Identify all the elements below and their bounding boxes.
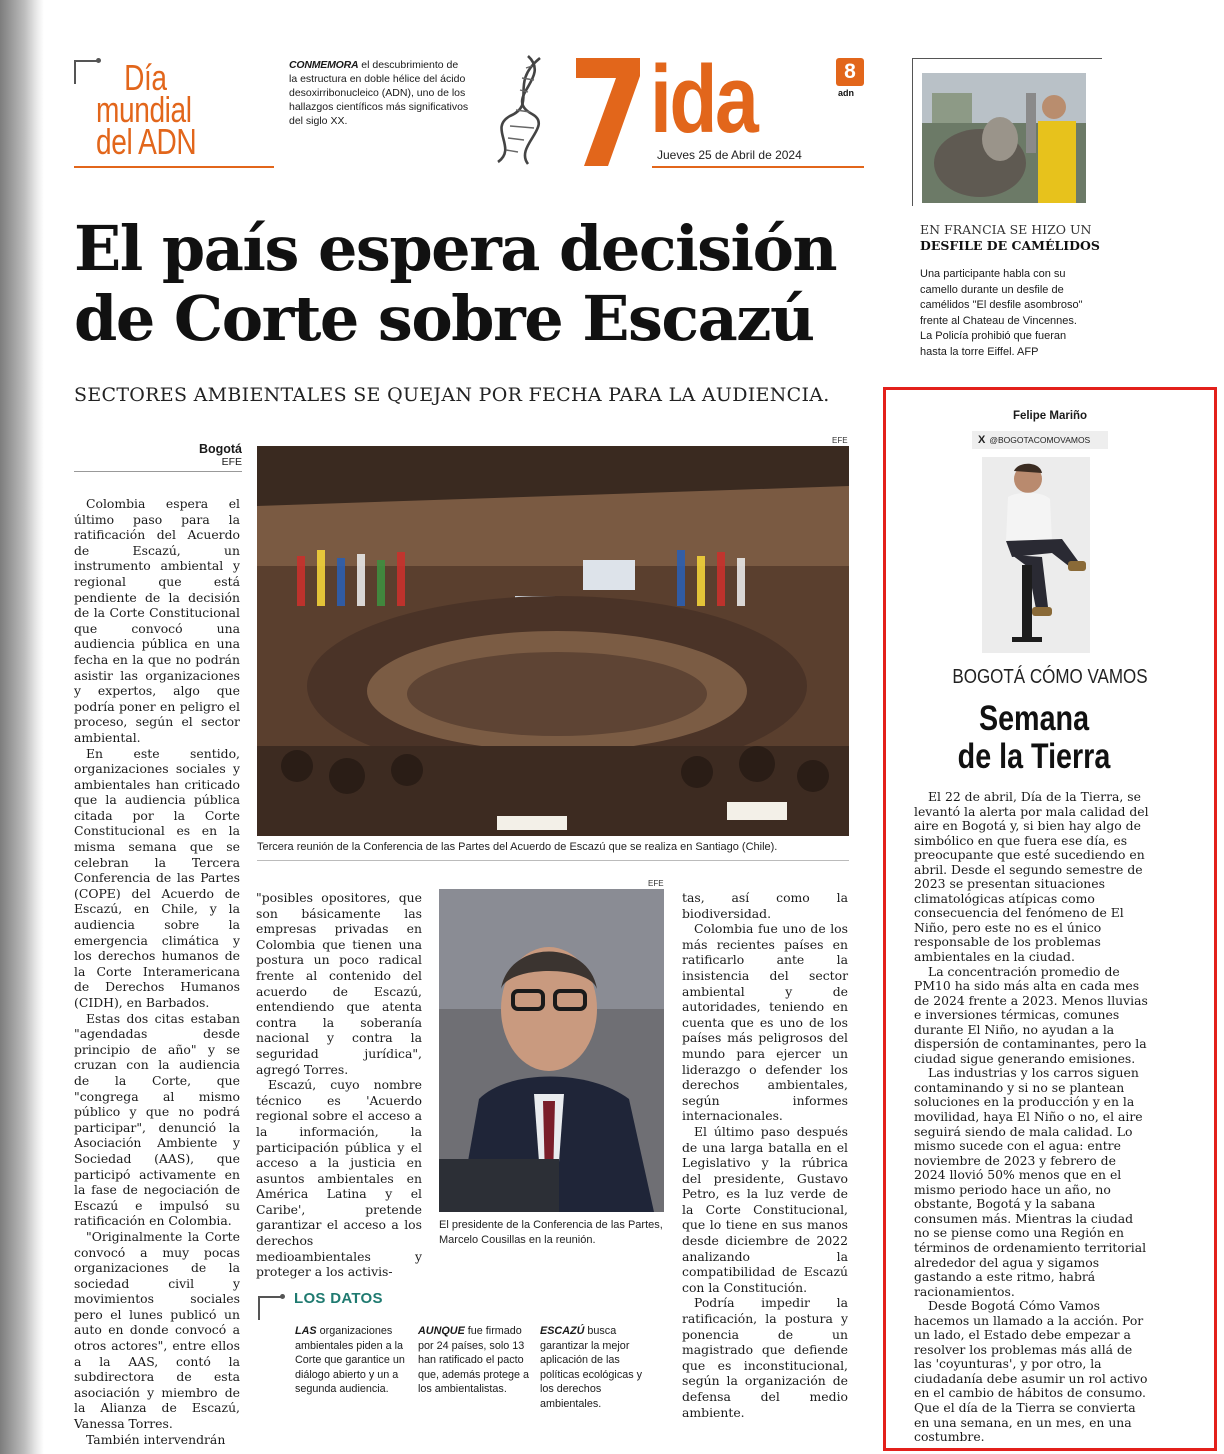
dna-helix-icon	[488, 54, 558, 166]
col3-paragraph: tas, así como la biodiversidad.	[682, 890, 848, 921]
col1-paragraph: En este sentido, organizaciones sociales y ambientales han criticado que la audiencia pública citada por la Corte Constitucional es en la misma semana que se celebran la Tercera Conferencia de las Partes (COPE) del Acuerdo de Escazú, en Chile, y la audiencia sobre la emergencia climática y los derechos humanos de la Corte Interamericana de Derechos Humanos (CIDH), en Barbados.	[74, 745, 240, 1010]
opinion-author: Felipe Mariño	[1012, 410, 1088, 422]
dato-item	[418, 1324, 530, 1397]
opinion-handle	[972, 431, 1108, 449]
article-column-2	[256, 890, 422, 1280]
opinion-handle-text: @BOGOTACOMOVAMOS	[989, 435, 1091, 445]
dato-text: fue firmado por 24 países, solo 13 han ratificado el pacto que, además protege a los ambientalistas.	[418, 1325, 530, 1396]
adn-day-line-1: Día	[124, 57, 167, 98]
article-kicker: SECTORES AMBIENTALES SE QUEJAN POR FECHA PARA LA AUDIENCIA.	[74, 384, 830, 406]
opinion-paragraph: Desde Bogotá Cómo Vamos hacemos un llamado a la acción. Por un lado, el Estado debe empezar a resolver los problemas más allá de las 'coyunturas', y por otro, la ciudadanía debe asumir un rol activo en el cambio de hábitos de consumo. Que el día de la Tierra se convierta en una semana, en un mes, en una costumbre.	[914, 1298, 1148, 1445]
col3-paragraph: El último paso después de una larga batalla en el Legislativo y la rúbrica del presidente, Gustavo Petro, es la luz verde de la Corte Constitucional, que lo tiene en sus manos desde diciembre de 2022 analizando la compatibilidad de Escazú con la Constitución.	[682, 1123, 848, 1295]
brief-text: Una participante habla con su camello durante un desfile de camélidos "El desfile asombroso" frente al Chateau de Vincennes. La Policía prohibió que fueran hasta la torre Eiffel. AFP	[920, 268, 1083, 358]
brief-heading	[920, 222, 1110, 254]
issue-date: Jueves 25 de Abril de 2024	[657, 148, 802, 162]
opinion-paragraph: La concentración promedio de PM10 ha sido más alta en cada mes de 2024 frente a 2023. Menos lluvias e inversiones térmicas, comunes durante El Niño, no ayudan a la dispersión de contaminantes, pero la ciudad sigue generando emisiones.	[914, 963, 1148, 1066]
col3-paragraph: Colombia fue uno de los más recientes países en ratificarlo ante la insistencia del sector ambiental y de autoridades, teniendo en cuenta que es uno de los países más peligrosos del mundo para ejercer un liderazgo o defender los derechos ambientales, según informes internacionales.	[682, 921, 848, 1124]
page-number: 8	[836, 58, 864, 86]
adn-intro	[289, 58, 469, 128]
opinion-body	[914, 790, 1150, 1445]
dato-lead: ESCAZÚ	[540, 1325, 585, 1337]
opinion-paragraph: El 22 de abril, Día de la Tierra, se levantó la alerta por mala calidad del aire en Bogotá y, si bien hay algo de simbólico en que fuera ese día, es preocupante que esté sucediendo en abril. Desde el segundo semestre de 2023 se presentan situaciones climatológicas atípicas como consecuencia del fenómeno de El Niño, pero este no es el único responsable de los problemas ambientales en la ciudad.	[914, 789, 1149, 965]
opinion-paragraph: Las industrias y los carros siguen contaminando y si no se plantean soluciones en la producción y en la movilidad, haya El Niño o no, el aire seguirá siendo de mala calidad. Lo mismo sucede con el agua: entre noviembre de 2023 y febrero de 2024 llovió 50% menos que en el mismo periodo hace un año, no obstante, Bogotá y la sabana consumen más. Mientras la ciudad no se piense como una Región en términos de ordenamiento territorial alrededor del agua y sigamos gastando a este ritmo, habrá racionamientos.	[914, 1065, 1147, 1299]
col2-paragraph: "posibles opositores, que son básicamente las empresas privadas en Colombia que tienen una postura un poco radical frente al contenido del acuerdo de Escazú, entendiendo que atenta contra la soberanía nacional y contra la seguridad jurídica", agregó Torres.	[256, 890, 422, 1077]
main-photo-caption: Tercera reunión de la Conferencia de las Partes del Acuerdo de Escazú que se realiza en Santiago (Chile).	[257, 841, 778, 853]
adn-day-line-3: del ADN	[96, 121, 197, 162]
dato-item	[540, 1324, 652, 1412]
dato-text: organizaciones ambientales piden a la Corte que garantice un diálogo abierto y un a segunda audiencia.	[295, 1325, 405, 1396]
masthead-rule	[652, 166, 864, 168]
datos-title: LOS DATOS	[294, 1290, 383, 1307]
col1-paragraph: Colombia espera el último paso para la ratificación del Acuerdo de Escazú, un instrumento ambiental y regional que está pendiente de la decisión de la Corte Constitucional que convocó una audiencia pública en una fecha en la que no podrán asistir las organizaciones y expertos, algo que podría poner en peligro el proceso, según el sector ambiental.	[74, 496, 240, 745]
x-logo-icon: X	[978, 434, 986, 446]
caption-rule	[257, 860, 849, 861]
brief-heading-line-1: EN FRANCIA SE HIZO UN	[920, 222, 1092, 237]
byline-city: Bogotá	[198, 442, 242, 456]
small-photo-caption: El presidente de la Conferencia de las Partes, Marcelo Cousillas en la reunión.	[439, 1219, 663, 1246]
article-column-1	[74, 496, 240, 1447]
col1-paragraph: También intervendrán	[86, 1431, 226, 1447]
vida-seven-logo-icon	[574, 56, 642, 168]
main-photo-credit: EFE	[832, 436, 848, 445]
byline	[80, 442, 242, 468]
headline-line-1: El país espera decisión	[74, 212, 837, 285]
article-column-3	[682, 890, 848, 1420]
datos-corner-bracket-icon	[258, 1296, 282, 1320]
page-brand: adn	[838, 88, 855, 98]
byline-agency: EFE	[221, 456, 242, 468]
opinion-title-line-1: Semana	[978, 699, 1090, 738]
adn-day-badge	[74, 57, 274, 168]
adn-intro-text: el descubrimiento de la estructura en doble hélice del ácido desoxirribonucleico (ADN), uno de los hallazgos científicos más significativos del siglo XX.	[289, 59, 469, 127]
col1-paragraph: Estas dos citas estaban "agendadas desde principio de año" y se cruzan con la audiencia de la Corte, que "congrega al mismo público y que no podrá participar", denunció la Asociación Ambiente y Sociedad (AAS), que participó activamente en la fase de negociación de Escazú e impulsó su ratificación en Colombia.	[74, 1010, 240, 1229]
opinion-title-line-2: de la Tierra	[957, 737, 1111, 776]
camel-photo	[922, 73, 1086, 203]
col1-paragraph: "Originalmente la Corte convocó a muy pocas organizaciones de la sociedad civil y movimientos sociales pero el lunes publicó un auto en donde convocó a otros actores", entre ellos a la AAS, contó la subdirectora de esta asociación y miembro de la Alianza de Escazú, Vanessa Torres.	[74, 1228, 240, 1432]
corner-bracket-icon	[74, 60, 98, 84]
article-headline	[74, 214, 894, 354]
adn-day-line-2: mundial	[96, 89, 192, 130]
dato-lead: LAS	[295, 1325, 317, 1337]
opinion-title	[911, 700, 1157, 776]
page-shadow	[0, 0, 44, 1454]
col3-paragraph: Podría impedir la ratificación, la postura y ponencia de un magistrado que defiende que es inconstitucional, según la organización de defensa del medio ambiente.	[682, 1295, 848, 1420]
section-name: ida	[650, 46, 757, 153]
dato-item	[295, 1324, 407, 1397]
opinion-section: BOGOTÁ CÓMO VAMOS	[952, 666, 1148, 688]
col2-paragraph: Escazú, cuyo nombre técnico es 'Acuerdo regional sobre el acceso a la información, la participación pública y el acceso a la justicia en asuntos ambientales en América Latina y el Caribe', pretende garantizar el acceso a los derechos medioambientales y proteger a los activis-	[256, 1077, 422, 1280]
conference-photo	[257, 446, 849, 836]
brief-heading-line-2: DESFILE DE CAMÉLIDOS	[920, 238, 1100, 253]
president-photo	[439, 889, 664, 1212]
author-photo	[982, 457, 1090, 653]
dato-text: busca garantizar la mejor aplicación de las políticas ecológicas y los derechos ambientales.	[540, 1325, 643, 1410]
brief-photo-frame	[912, 58, 1102, 206]
headline-line-2: de Corte sobre Escazú	[74, 282, 814, 355]
small-photo-credit: EFE	[648, 879, 664, 888]
adn-intro-lead: CONMEMORA	[289, 59, 359, 71]
adn-day-title	[96, 57, 197, 162]
adn-day-rule	[74, 166, 274, 168]
dato-lead: AUNQUE	[418, 1325, 465, 1337]
byline-rule	[74, 471, 242, 472]
